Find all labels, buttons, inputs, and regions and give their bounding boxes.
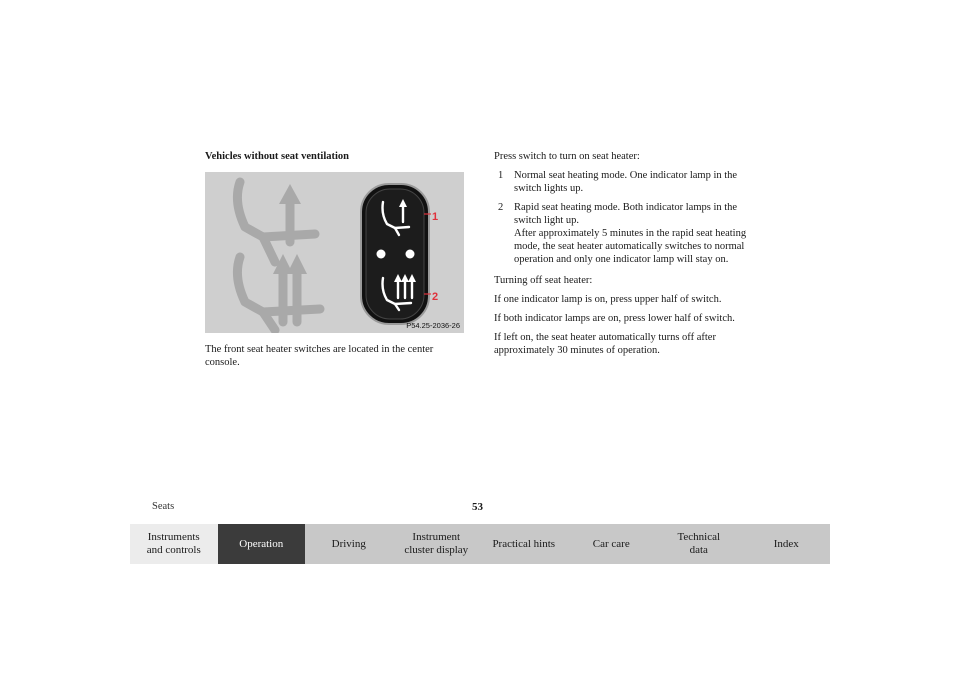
turn-off-one-lamp: If one indicator lamp is on, press upper half of switch. [494,294,722,305]
turn-off-both-lamps: If both indicator lamps are on, press lower half of switch. [494,313,735,324]
list-number: 2 [498,202,504,213]
list-text: Rapid seat heating mode. Both indicator lamps in the switch light up. [514,202,738,226]
callout-1: 1 [432,211,439,223]
tab-driving[interactable]: Driving [305,524,393,564]
auto-off-note: If left on, the seat heater automatically turns off after approximately 30 minutes of operation. [494,332,716,356]
list-number: 1 [498,170,504,181]
turn-off-heading: Turning off seat heater: [494,275,593,286]
tab-instruments-and-controls[interactable]: Instruments and controls [130,524,218,564]
list-item [494,169,764,195]
tab-index[interactable]: Index [743,524,831,564]
section-label: Seats [152,501,175,512]
list-item [494,201,764,266]
indicator-lamp-right [406,250,415,259]
figure-code: P54.25-2036-26 [406,321,460,330]
seat-heater-illustration [205,172,464,333]
tab-practical-hints[interactable]: Practical hints [480,524,568,564]
tab-technical-data[interactable]: Technical data [655,524,743,564]
mode-list [494,169,764,266]
location-paragraph: The front seat heater switches are located in the center console. [205,344,434,368]
seat-heater-figure [205,172,464,333]
section-heading: Vehicles without seat ventilation [205,151,349,162]
right-column [494,150,764,363]
list-text-extra: After approximately 5 minutes in the rapid seat heating mode, the seat heater automatically switches to normal operation and only one indicator lamp will stay on. [514,228,747,265]
intro-text: Press switch to turn on seat heater: [494,151,640,162]
callout-2: 2 [432,291,439,303]
list-text: Normal seat heating mode. One indicator lamp in the switch lights up. [514,170,738,194]
seat-heat-upper-graphic [237,182,315,262]
tab-instrument-cluster-display[interactable]: Instrument cluster display [393,524,481,564]
left-column [205,150,467,375]
tab-car-care[interactable]: Car care [568,524,656,564]
tab-operation[interactable]: Operation [218,524,306,564]
indicator-lamp-left [377,250,386,259]
list-text-group [514,201,764,266]
page-number: 53 [472,501,483,513]
chapter-nav [130,524,830,564]
